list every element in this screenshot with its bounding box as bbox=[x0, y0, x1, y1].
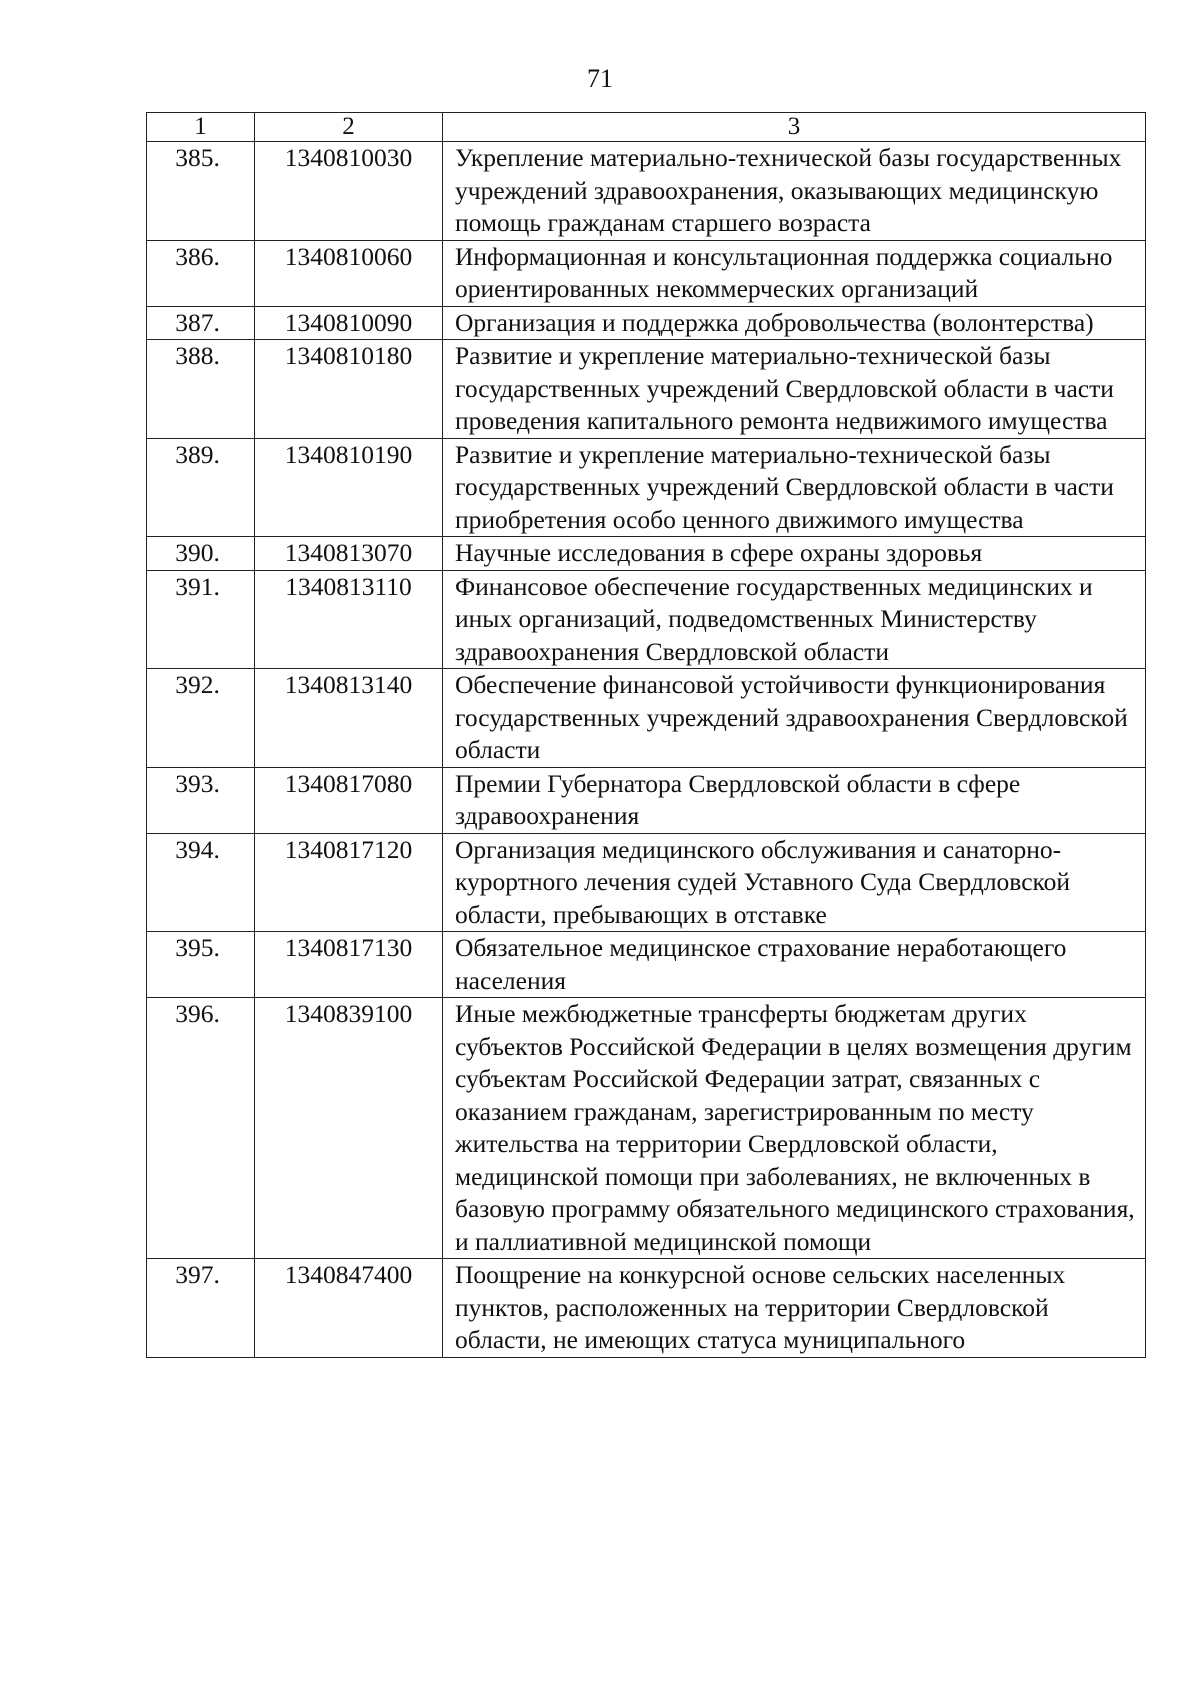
table-row bbox=[147, 669, 1146, 768]
row-code: 1340810030 bbox=[255, 142, 443, 241]
row-name: Иные межбюджетные трансферты бюджетам других субъектов Российской Федерации в целях возмещения другим субъектам Российской Федерации затрат, связанных с оказанием гражданам, зарегистрированным по месту жительства на территории Свердловской области, медицинской помощи при заболеваниях, не включенных в базовую программу обязательного медицинского страхования, и паллиативной медицинской помощи bbox=[443, 998, 1146, 1259]
row-number: 395. bbox=[147, 932, 255, 998]
row-name: Информационная и консультационная поддержка социально ориентированных некоммерческих организаций bbox=[443, 240, 1146, 306]
row-number: 387. bbox=[147, 306, 255, 340]
column-header-name: 3 bbox=[443, 113, 1146, 142]
table-row bbox=[147, 1259, 1146, 1358]
table-row bbox=[147, 340, 1146, 439]
row-name: Развитие и укрепление материально-технической базы государственных учреждений Свердловской области в части приобретения особо ценного движимого имущества bbox=[443, 438, 1146, 537]
row-code: 1340847400 bbox=[255, 1259, 443, 1358]
row-number: 391. bbox=[147, 570, 255, 669]
row-number: 392. bbox=[147, 669, 255, 768]
row-name: Укрепление материально-технической базы государственных учреждений здравоохранения, оказывающих медицинскую помощь гражданам старшего возраста bbox=[443, 142, 1146, 241]
row-code: 1340810060 bbox=[255, 240, 443, 306]
row-name: Поощрение на конкурсной основе сельских населенных пунктов, расположенных на территории Свердловской области, не имеющих статуса муниципального bbox=[443, 1259, 1146, 1358]
row-code: 1340813140 bbox=[255, 669, 443, 768]
row-code: 1340817120 bbox=[255, 833, 443, 932]
row-code: 1340810090 bbox=[255, 306, 443, 340]
row-name: Организация и поддержка добровольчества (волонтерства) bbox=[443, 306, 1146, 340]
table-row bbox=[147, 306, 1146, 340]
row-code: 1340810180 bbox=[255, 340, 443, 439]
row-number: 394. bbox=[147, 833, 255, 932]
row-number: 397. bbox=[147, 1259, 255, 1358]
row-number: 386. bbox=[147, 240, 255, 306]
row-name: Обязательное медицинское страхование неработающего населения bbox=[443, 932, 1146, 998]
row-number: 396. bbox=[147, 998, 255, 1259]
table-row bbox=[147, 570, 1146, 669]
row-name: Развитие и укрепление материально-технической базы государственных учреждений Свердловской области в части проведения капитального ремонта недвижимого имущества bbox=[443, 340, 1146, 439]
row-code: 1340810190 bbox=[255, 438, 443, 537]
row-name: Научные исследования в сфере охраны здоровья bbox=[443, 537, 1146, 571]
table-row bbox=[147, 537, 1146, 571]
page-number: 71 bbox=[587, 64, 613, 93]
table-row bbox=[147, 240, 1146, 306]
row-code: 1340813070 bbox=[255, 537, 443, 571]
table-header-row bbox=[147, 113, 1146, 142]
row-name: Организация медицинского обслуживания и санаторно-курортного лечения судей Уставного Суда Свердловской области, пребывающих в отставке bbox=[443, 833, 1146, 932]
table-row bbox=[147, 998, 1146, 1259]
row-number: 385. bbox=[147, 142, 255, 241]
row-code: 1340839100 bbox=[255, 998, 443, 1259]
row-number: 389. bbox=[147, 438, 255, 537]
row-code: 1340817080 bbox=[255, 767, 443, 833]
table-row bbox=[147, 142, 1146, 241]
row-name: Премии Губернатора Свердловской области в сфере здравоохранения bbox=[443, 767, 1146, 833]
row-number: 388. bbox=[147, 340, 255, 439]
table-row bbox=[147, 932, 1146, 998]
row-code: 1340817130 bbox=[255, 932, 443, 998]
table-row bbox=[147, 767, 1146, 833]
column-header-number: 1 bbox=[147, 113, 255, 142]
table-row bbox=[147, 833, 1146, 932]
table-row bbox=[147, 438, 1146, 537]
column-header-code: 2 bbox=[255, 113, 443, 142]
row-name: Обеспечение финансовой устойчивости функционирования государственных учреждений здравоохранения Свердловской области bbox=[443, 669, 1146, 768]
row-code: 1340813110 bbox=[255, 570, 443, 669]
row-name: Финансовое обеспечение государственных медицинских и иных организаций, подведомственных Министерству здравоохранения Свердловской области bbox=[443, 570, 1146, 669]
row-number: 393. bbox=[147, 767, 255, 833]
row-number: 390. bbox=[147, 537, 255, 571]
budget-classification-table bbox=[146, 112, 1146, 1358]
